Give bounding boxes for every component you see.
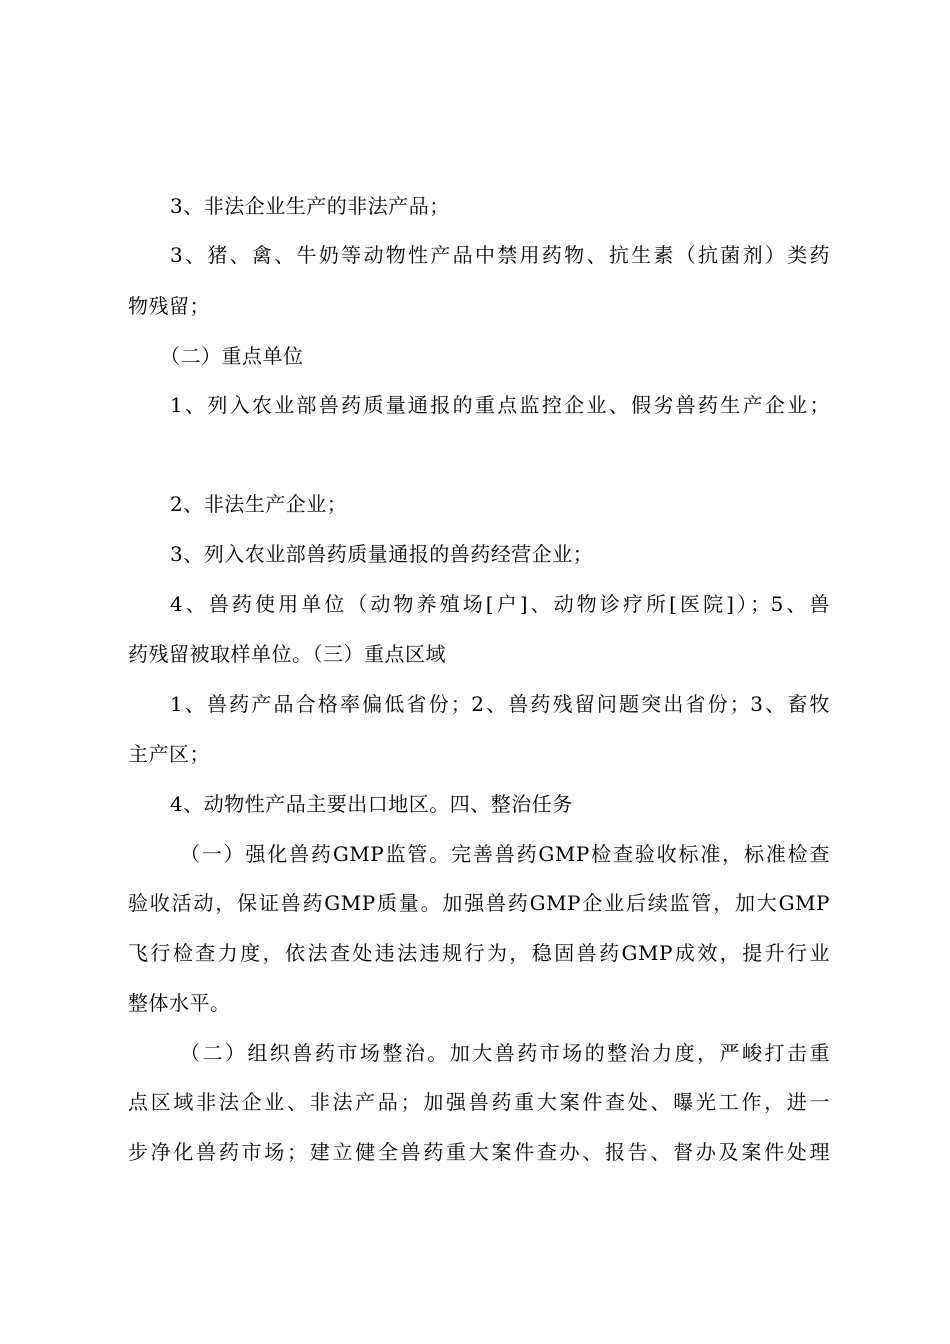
- text-line-10: 1、兽药产品合格率偏低省份；2、兽药残留问题突出省份；3、畜牧: [170, 692, 830, 716]
- text-line-18: 点区域非法企业、非法产品；加强兽药重大案件查处、曝光工作，进一: [128, 1090, 830, 1114]
- text-line-1: 3、非法企业生产的非法产品；: [170, 194, 450, 218]
- section-heading-key-units: （二）重点单位: [160, 344, 304, 368]
- text-line-3: 物残留；: [128, 294, 210, 318]
- text-line-8: 4、兽药使用单位（动物养殖场[户]、动物诊疗所[医院]）；5、兽: [170, 592, 830, 616]
- text-line-12: 4、动物性产品主要出口地区。四、整治任务: [170, 792, 573, 816]
- text-line-16: 整体水平。: [128, 991, 231, 1015]
- text-line-17: （二）组织兽药市场整治。加大兽药市场的整治力度，严峻打击重: [180, 1041, 830, 1065]
- text-line-7: 3、列入农业部兽药质量通报的兽药经营企业；: [170, 542, 594, 566]
- text-line-15: 飞行检查力度，依法查处违法违规行为，稳固兽药GMP成效，提升行业: [128, 941, 830, 965]
- text-line-2: 3、猪、禽、牛奶等动物性产品中禁用药物、抗生素（抗菌剂）类药: [170, 243, 830, 267]
- text-line-11: 主产区；: [128, 742, 210, 766]
- text-line-5: 1、列入农业部兽药质量通报的重点监控企业、假劣兽药生产企业；: [170, 393, 830, 417]
- text-line-13: （一）强化兽药GMP监管。完善兽药GMP检查验收标准，标准检查: [180, 842, 830, 866]
- text-line-14: 验收活动，保证兽药GMP质量。加强兽药GMP企业后续监管，加大GMP: [128, 891, 830, 915]
- text-line-6: 2、非法生产企业；: [170, 492, 348, 516]
- text-line-9: 药残留被取样单位。（三）重点区域: [128, 642, 446, 666]
- text-line-19: 步净化兽药市场；建立健全兽药重大案件查办、报告、督办及案件处理: [128, 1140, 830, 1164]
